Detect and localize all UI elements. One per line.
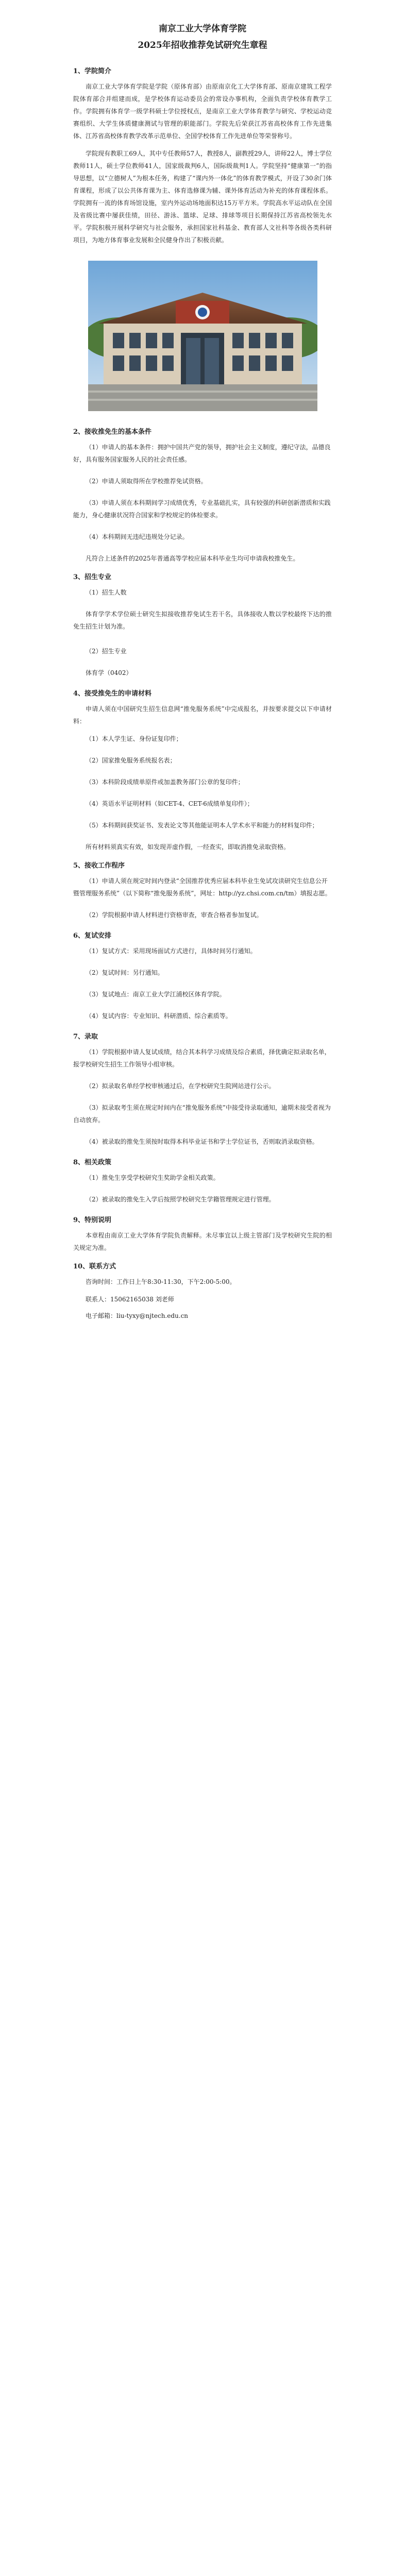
paragraph: 本章程由南京工业大学体育学院负责解释。未尽事宜以上级主管部门及学校研究生院的相关规定为准。 [73, 1232, 332, 1251]
list-item: （1）申请人须在规定时间内登录“全国推荐优秀应届本科毕业生免试攻读研究生信息公开暨管理服务系统”（以下简称“推免服务系统”，网址：http://yz.chsi.com.cn/tm）填报志愿。 [73, 877, 331, 897]
list-item: （2）拟录取名单经学校审核通过后，在学校研究生院网站进行公示。 [86, 1082, 275, 1090]
list-item: （2）申请人须取得所在学校推荐免试资格。 [86, 478, 207, 485]
paragraph: 所有材料须真实有效，如发现弄虚作假，一经查实，即取消推免录取资格。 [86, 843, 290, 851]
list-item: （4）英语水平证明材料（如CET-4、CET-6成绩单复印件）； [86, 800, 254, 807]
document-subtitle: 2025年招收推荐免试研究生章程 [138, 40, 267, 50]
list-item: （3）复试地点：南京工业大学江浦校区体育学院。 [86, 991, 226, 998]
section-heading-5: 5、接收工作程序 [73, 862, 125, 870]
section-heading-10: 10、联系方式 [73, 1263, 116, 1270]
list-item: （1）本人学生证、身份证复印件； [86, 735, 182, 742]
document-title: 南京工业大学体育学院 [159, 24, 246, 34]
list-item: （3）本科阶段成绩单原件或加盖教务部门公章的复印件； [86, 778, 244, 786]
section-heading-1: 1、学院简介 [73, 67, 112, 75]
list-item: （3）拟录取考生须在规定时间内在“推免服务系统”中接受待录取通知，逾期未接受者视为自动放弃。 [73, 1104, 331, 1124]
list-item: （1）学院根据申请人复试成绩，结合其本科学习成绩及综合素质，择优确定拟录取名单，报学校研究生招生工作领导小组审核。 [73, 1048, 331, 1068]
paragraph: 南京工业大学体育学院是学院（原体育部）由原南京化工大学体育部、原南京建筑工程学院体育部合并组建而成，是学校体育运动委员会的常设办事机构，全面负责学校体育教学工作。学院拥有体育学一级学科硕士学位授权点，是南京工业大学体育教学与研究、学校运动竞赛组织、大学生体质健康测试与管理的职能部门。学院先后荣获江苏省高校体育工作先进集体、江苏省高校体育教学改革示范单位、全国学校体育工作先进单位等荣誉称号。 [73, 83, 332, 140]
list-item: （2）国家推免服务系统报名表； [86, 757, 176, 764]
list-item: （4）复试内容：专业知识、科研潜质、综合素质等。 [86, 1012, 232, 1020]
contact-person: 联系人：15062165038 刘老师 [86, 1296, 174, 1303]
contact-email[interactable]: 电子邮箱：liu-tyxy@njtech.edu.cn [86, 1312, 189, 1319]
paragraph: 申请人须在中国研究生招生信息网“推免服务系统”中完成报名，并按要求提交以下申请材料： [73, 705, 332, 725]
document-body [73, 0, 332, 1326]
list-item: （4）本科期间无违纪违规处分记录。 [86, 533, 189, 540]
sub-heading: （2）招生专业 [86, 648, 127, 655]
list-item: （1）推免生享受学校研究生奖助学金相关政策。 [86, 1174, 220, 1181]
paragraph: 学院现有教职工69人，其中专任教师57人，教授8人，副教授29人，讲师22人，博士学位教师11人，硕士学位教师41人，国家级裁判6人，国际级裁判1人。学院坚持“健康第一”的指导思想，以“立德树人”为根本任务，构建了“课内外一体化”的体育教学模式，开设了30余门体育课程，形成了以公共体育课为主、体育选修课为辅、课外体育活动为补充的体育课程体系。学院拥有一流的体育场馆设施，室内外运动场地面积达15万平方米。学院高水平运动队在全国及省级比赛中屡获佳绩，田径、游泳、篮球、足球、排球等项目长期保持江苏省高校领先水平。学院积极开展科学研究与社会服务，承担国家社科基金、教育部人文社科等各级各类科研项目，为地方体育事业发展和全民健身作出了积极贡献。 [73, 150, 332, 244]
section-heading-2: 2、接收推免生的基本条件 [73, 428, 152, 436]
section-heading-8: 8、相关政策 [73, 1159, 112, 1166]
section-heading-4: 4、接受推免生的申请材料 [73, 690, 152, 698]
list-item: （3）申请人须在本科期间学习成绩优秀，专业基础扎实，具有较强的科研创新潜质和实践能力，身心健康状况符合国家和学校规定的体检要求。 [73, 499, 331, 519]
paragraph: 咨询时间：工作日上午8:30-11:30，下午2:00-5:00。 [86, 1278, 236, 1285]
paragraph: 体育学学术学位硕士研究生拟接收推荐免试生若干名，具体接收人数以学校最终下达的推免生招生计划为准。 [73, 611, 332, 630]
list-item: （1）申请人的基本条件：拥护中国共产党的领导，拥护社会主义制度，遵纪守法，品德良好，具有服务国家服务人民的社会责任感。 [73, 444, 331, 463]
section-heading-7: 7、录取 [73, 1033, 98, 1041]
list-item: （2）学院根据申请人材料进行资格审查，审查合格者参加复试。 [86, 911, 263, 919]
section-heading-9: 9、特别说明 [73, 1216, 112, 1224]
major-name: 体育学（0402） [86, 669, 132, 676]
list-item: （5）本科期间获奖证书、发表论文等其他能证明本人学术水平和能力的材料复印件； [86, 822, 318, 829]
campus-building-photo [88, 261, 317, 411]
sub-heading: （1）招生人数 [86, 589, 127, 596]
paragraph: 凡符合上述条件的2025年普通高等学校应届本科毕业生均可申请我校推免生。 [86, 555, 299, 562]
section-heading-3: 3、招生专业 [73, 573, 112, 581]
list-item: （2）复试时间：另行通知。 [86, 969, 164, 976]
list-item: （2）被录取的推免生入学后按照学校研究生学籍管理规定进行管理。 [86, 1196, 275, 1203]
list-item: （1）复试方式：采用现场面试方式进行，具体时间另行通知。 [86, 947, 257, 955]
list-item: （4）被录取的推免生须按时取得本科毕业证书和学士学位证书，否则取消录取资格。 [86, 1138, 318, 1145]
section-heading-6: 6、复试安排 [73, 932, 112, 940]
